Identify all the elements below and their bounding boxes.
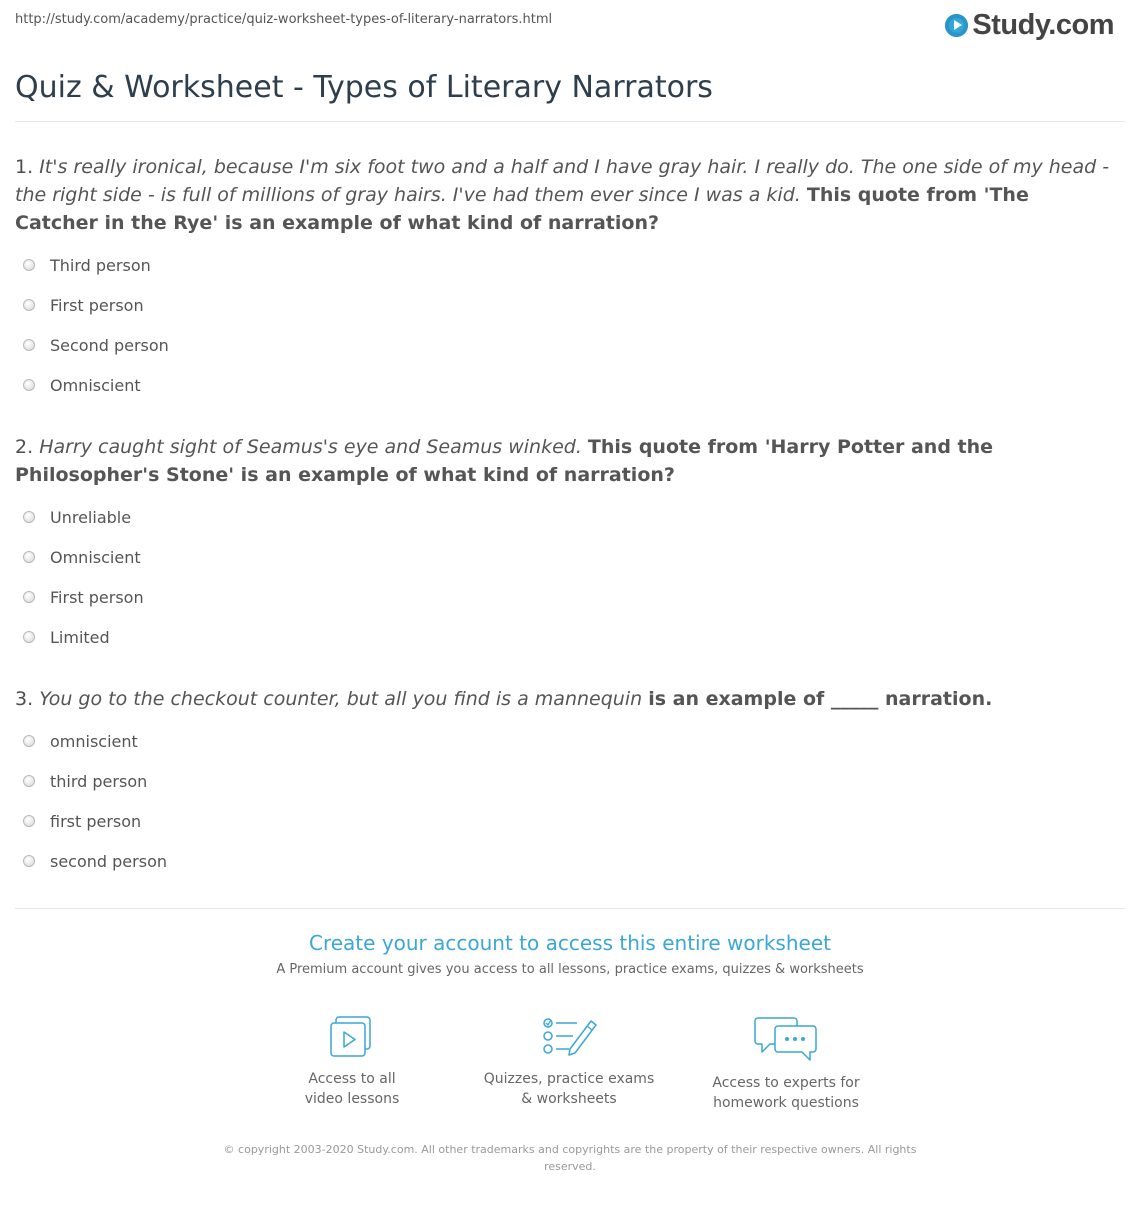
radio-button[interactable] [23,379,35,391]
feature-label [686,1073,886,1113]
cta-divider [15,908,1125,909]
answer-option[interactable] [15,761,1115,801]
question-3 [15,685,1115,881]
copyright-footer: © copyright 2003-2020 Study.com. All other trademarks and copyrights are the property of their respective owners. All rights reserved. [223,1143,917,1173]
option-label: Second person [50,335,169,355]
feature-label [252,1069,452,1109]
feature-label-line1: Quizzes, practice exams [483,1071,655,1087]
answer-option[interactable] [15,497,1115,537]
feature-label [469,1069,669,1109]
question-quote: It's really ironical, because I'm six foot two and a half and I have gray hair. I really do. The one side of my head - the right side - is full of millions of gray hairs. I've had them ever since I was a kid. [15,156,1110,206]
option-label: First person [50,587,144,607]
option-label: omniscient [50,731,138,751]
create-account-link[interactable]: Create your account to access this entire worksheet [309,931,831,955]
answer-options [15,721,1115,881]
answer-option[interactable] [15,801,1115,841]
chat-bubbles-icon [754,1015,818,1063]
option-label: Unreliable [50,507,132,527]
page-url: http://study.com/academy/practice/quiz-worksheet-types-of-literary-narrators.html [15,12,553,27]
answer-option[interactable] [15,245,1115,285]
question-1 [15,153,1115,405]
question-prompt: This quote from 'The Catcher in the Rye' is an example of what kind of narration? [15,184,1029,234]
answer-option[interactable] [15,617,1115,657]
radio-button[interactable] [23,551,35,563]
option-label: Omniscient [50,547,141,567]
answer-option[interactable] [15,285,1115,325]
answer-option[interactable] [15,325,1115,365]
option-label: First person [50,295,144,315]
radio-button[interactable] [23,775,35,787]
answer-option[interactable] [15,841,1115,881]
question-text [15,153,1115,237]
video-play-icon [324,1015,380,1059]
radio-button[interactable] [23,735,35,747]
page-title: Quiz & Worksheet - Types of Literary Narrators [15,70,713,105]
radio-button[interactable] [23,591,35,603]
question-text [15,685,1115,713]
option-label: Omniscient [50,375,141,395]
option-label: third person [50,771,148,791]
title-divider [15,121,1125,122]
play-logo-icon [945,14,968,37]
question-prompt: is an example of _____ narration. [648,688,993,710]
feature-label-line2: homework questions [713,1095,859,1111]
question-number: 1. [15,156,34,178]
answer-option[interactable] [15,365,1115,405]
study-logo[interactable] [945,9,1114,41]
checklist-pencil-icon [539,1015,599,1059]
radio-button[interactable] [23,259,35,271]
answer-option[interactable] [15,577,1115,617]
question-text [15,433,1115,489]
answer-options [15,245,1115,405]
question-2 [15,433,1115,657]
feature-quizzes [469,1015,669,1109]
answer-option[interactable] [15,721,1115,761]
option-label: Limited [50,627,110,647]
feature-label-line2: video lessons [304,1091,400,1107]
question-number: 2. [15,436,34,458]
feature-experts [686,1015,886,1113]
radio-button[interactable] [23,855,35,867]
radio-button[interactable] [23,339,35,351]
feature-video-lessons [252,1015,452,1109]
cta-subtitle: A Premium account gives you access to all lessons, practice exams, quizzes & worksheets [276,962,864,977]
radio-button[interactable] [23,299,35,311]
question-prompt: This quote from 'Harry Potter and the Philosopher's Stone' is an example of what kind of narration? [15,436,994,486]
question-quote: You go to the checkout counter, but all you find is a mannequin [39,688,643,710]
option-label: second person [50,851,167,871]
option-label: Third person [50,255,151,275]
feature-label-line2: & worksheets [521,1091,617,1107]
radio-button[interactable] [23,511,35,523]
option-label: first person [50,811,142,831]
feature-label-line1: Access to experts for [712,1075,860,1091]
logo-text: Study.com [972,8,1114,41]
feature-label-line1: Access to all [308,1071,396,1087]
answer-options [15,497,1115,657]
question-number: 3. [15,688,34,710]
question-quote: Harry caught sight of Seamus's eye and Seamus winked. [39,436,582,458]
radio-button[interactable] [23,631,35,643]
answer-option[interactable] [15,537,1115,577]
radio-button[interactable] [23,815,35,827]
